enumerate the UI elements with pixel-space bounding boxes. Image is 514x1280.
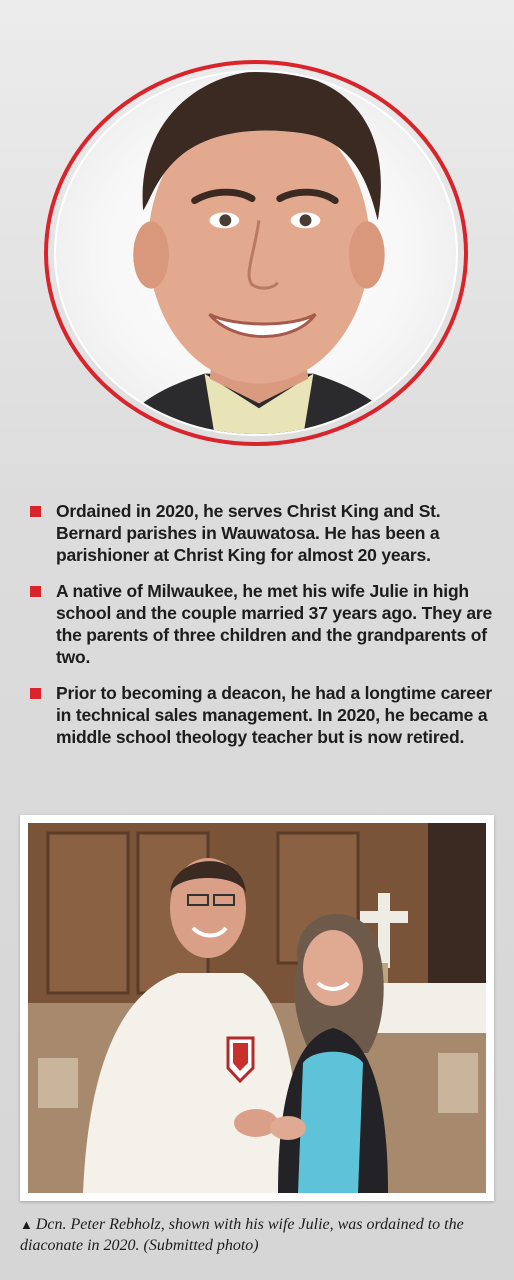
fact-item <box>30 682 500 748</box>
red-square-bullet-icon <box>30 506 41 517</box>
caption-text: Dcn. Peter Rebholz, shown with his wife Julie, was ordained to the diaconate in 2020. (Submitted photo) <box>20 1216 464 1254</box>
red-square-bullet-icon <box>30 586 41 597</box>
deacon-and-wife-image <box>28 823 486 1193</box>
fact-text: Ordained in 2020, he serves Christ King and St. Bernard parishes in Wauwatosa. He has been a parishioner at Christ King for almost 20 years. <box>56 501 441 565</box>
red-square-bullet-icon <box>30 688 41 699</box>
fact-item <box>30 500 500 566</box>
couple-photo-frame <box>20 815 494 1201</box>
fact-list <box>30 500 500 762</box>
portrait-photo <box>54 70 458 436</box>
triangle-up-icon: ▲ <box>20 1217 33 1232</box>
fact-text: Prior to becoming a deacon, he had a longtime career in technical sales management. In 2020, he became a middle school theology teacher but is now retired. <box>56 683 492 747</box>
couple-photo <box>28 823 486 1193</box>
portrait-frame <box>44 60 468 446</box>
fact-text: A native of Milwaukee, he met his wife Julie in high school and the couple married 37 years ago. They are the parents of three children and the grandparents of two. <box>56 581 493 667</box>
photo-caption <box>20 1214 500 1256</box>
fact-item <box>30 580 500 668</box>
man-headshot-image <box>56 72 456 434</box>
